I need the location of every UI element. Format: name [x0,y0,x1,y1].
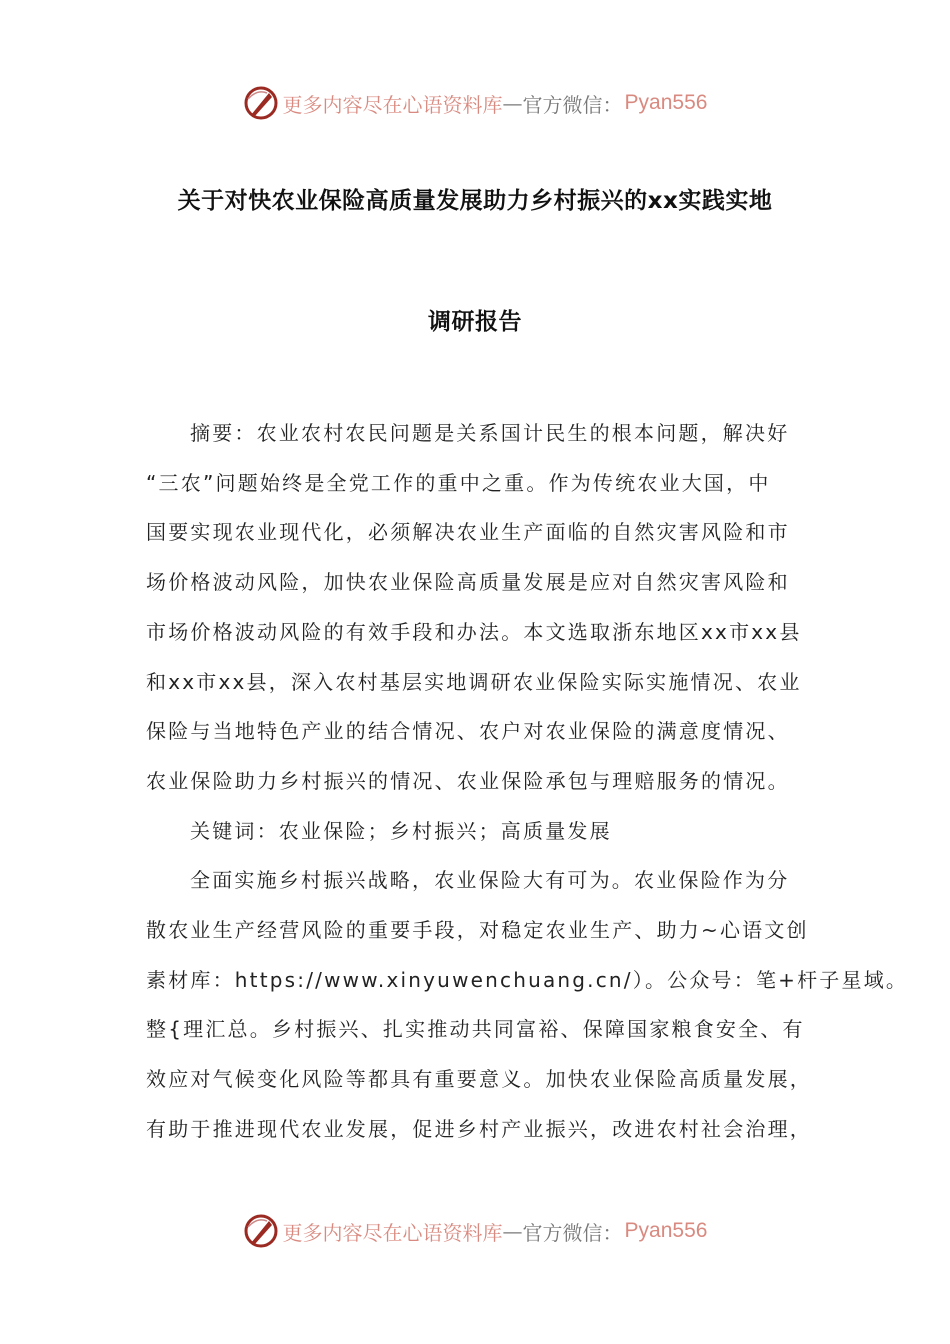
body-text-line: 有助于推进现代农业发展，促进乡村产业振兴，改进农村社会治理， [146,1116,812,1141]
quill-logo-icon [243,85,279,121]
body-text-line: “三农”问题始终是全党工作的重中之重。作为传统农业大国，中 [146,470,771,495]
header-watermark-banner [0,83,950,123]
footer-watermark-banner [0,1211,950,1251]
body-text-line: 农业保险助力乡村振兴的情况、农业保险承包与理赔服务的情况。 [146,768,790,793]
body-text-line: 摘要：农业农村农民问题是关系国计民生的根本问题，解决好 [190,421,790,445]
banner-wechat-id: Pyan556 [624,91,708,114]
banner-gray-text: 官方微信： [522,92,623,117]
banner-red-text: 更多内容尽在心语资料库 [282,92,503,117]
body-text-line: 散农业生产经营风险的重要手段，对稳定农业生产、助力~心语文创 [146,918,809,942]
body-text-line: 素材库：https://www.xinyuwenchuang.cn/）。公众号：笔+杆子星域。 [146,967,909,992]
document-title-line1: 关于对快农业保险高质量发展助力乡村振兴的xx实践实地 [177,188,773,214]
banner-dash: — [502,91,523,115]
banner-gray-text: 官方微信： [522,1220,623,1245]
document-title-line2: 调研报告 [428,309,522,335]
body-text-line: 关键词：农业保险；乡村振兴；高质量发展 [190,818,612,843]
body-text-line: 和xx市xx县，深入农村基层实地调研农业保险实际实施情况、农业 [146,669,802,694]
body-text-line: 场价格波动风险，加快农业保险高质量发展是应对自然灾害风险和 [146,570,790,595]
body-text-line: 整{理汇总。乡村振兴、扎实推动共同富裕、保障国家粮食安全、有 [146,1017,805,1042]
banner-red-text: 更多内容尽在心语资料库 [282,1220,503,1245]
quill-logo-icon [243,1213,279,1249]
body-text-line: 国要实现农业现代化，必须解决农业生产面临的自然灾害风险和市 [146,520,790,545]
body-text-line: 保险与当地特色产业的结合情况、农户对农业保险的满意度情况、 [146,719,790,744]
body-text-line: 市场价格波动风险的有效手段和办法。本文选取浙东地区xx市xx县 [146,619,802,644]
body-text-line: 效应对气候变化风险等都具有重要意义。加快农业保险高质量发展， [146,1067,812,1092]
body-text-line: 全面实施乡村振兴战略，农业保险大有可为。农业保险作为分 [190,868,790,893]
banner-dash: — [502,1219,523,1243]
banner-wechat-id: Pyan556 [624,1219,708,1242]
